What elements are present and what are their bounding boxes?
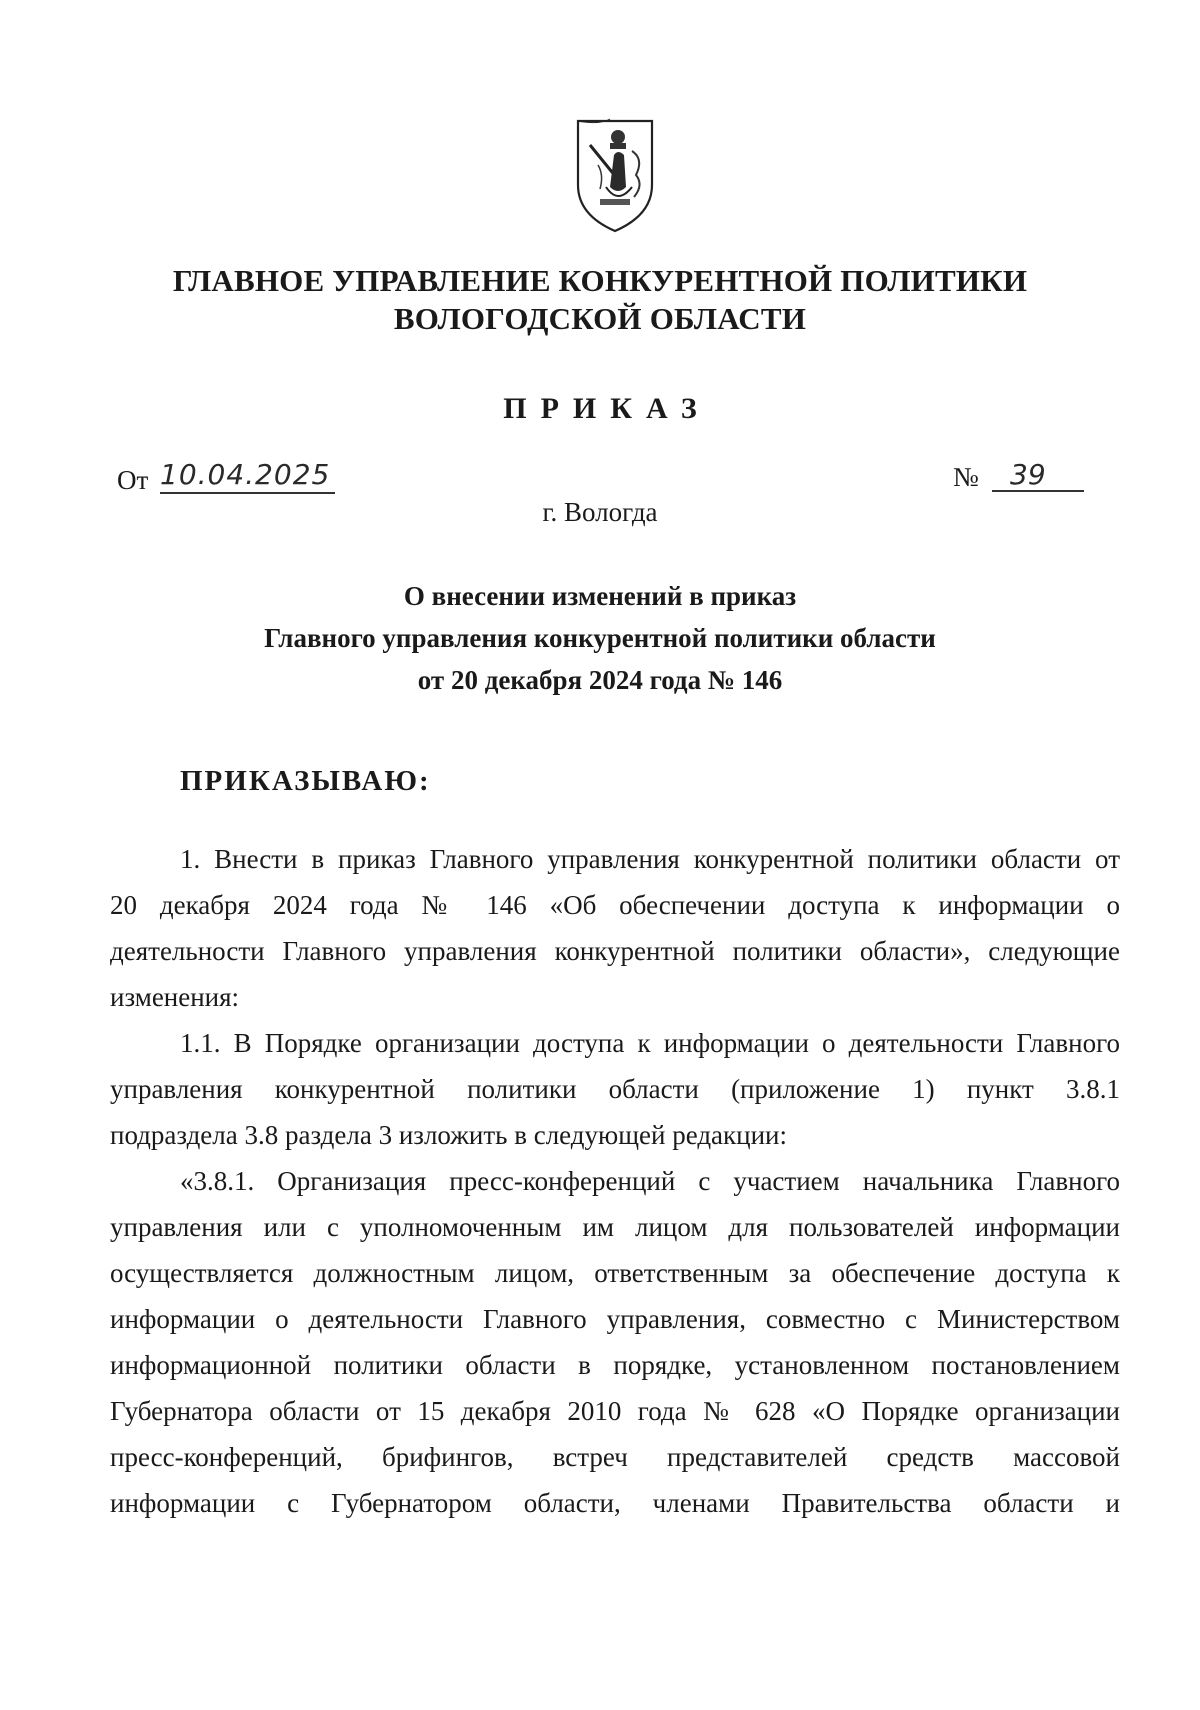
- number-label: №: [953, 462, 979, 492]
- subject-line: О внесении изменений в приказ: [403, 581, 797, 611]
- subject-line: от 20 декабря 2024 года № 146: [417, 665, 783, 695]
- coat-of-arms-emblem: [570, 115, 660, 235]
- handwritten-date: 10.04.2025: [160, 458, 335, 494]
- body-line: 1.1. В Порядке организации доступа к информации о деятельности Главного: [180, 1028, 1120, 1058]
- handwritten-number: 39: [992, 458, 1084, 492]
- body-line: 1. Внести в приказ Главного управления конкурентной политики области от: [180, 844, 1120, 874]
- body-line: осуществляется должностным лицом, ответственным за обеспечение доступа к: [110, 1258, 1120, 1288]
- body-line: пресс-конференций, брифингов, встреч представителей средств массовой: [110, 1442, 1120, 1472]
- body-line: деятельности Главного управления конкурентной политики области», следующие: [110, 936, 1120, 966]
- body-line: подраздела 3.8 раздела 3 изложить в следующей редакции:: [110, 1120, 788, 1150]
- body-line: управления или с уполномоченным им лицом для пользователей информации: [110, 1212, 1120, 1242]
- document-type-title: ПРИКАЗ: [503, 392, 711, 425]
- directive-heading: ПРИКАЗЫВАЮ:: [180, 765, 431, 797]
- body-line: информации о деятельности Главного управления, совместно с Министерством: [110, 1304, 1120, 1334]
- body-line: 20 декабря 2024 года № 146 «Об обеспечении доступа к информации о: [110, 890, 1120, 920]
- body-line: информационной политики области в порядке, установленном постановлением: [110, 1350, 1120, 1380]
- organization-name-line-2: ВОЛОГОДСКОЙ ОБЛАСТИ: [393, 301, 807, 336]
- body-line: Губернатора области от 15 декабря 2010 года № 628 «О Порядке организации: [110, 1396, 1120, 1426]
- body-line: управления конкурентной политики области (приложение 1) пункт 3.8.1: [110, 1074, 1120, 1104]
- body-line: информации с Губернатором области, членами Правительства области и: [110, 1488, 1120, 1518]
- subject-line: Главного управления конкурентной политики области: [264, 623, 936, 653]
- date-label: От: [117, 465, 149, 495]
- body-line: «3.8.1. Организация пресс-конференций с участием начальника Главного: [180, 1166, 1120, 1196]
- city-line: г. Вологда: [542, 497, 658, 527]
- body-line: изменения:: [110, 982, 240, 1012]
- organization-name-line-1: ГЛАВНОЕ УПРАВЛЕНИЕ КОНКУРЕНТНОЙ ПОЛИТИКИ: [172, 263, 1028, 298]
